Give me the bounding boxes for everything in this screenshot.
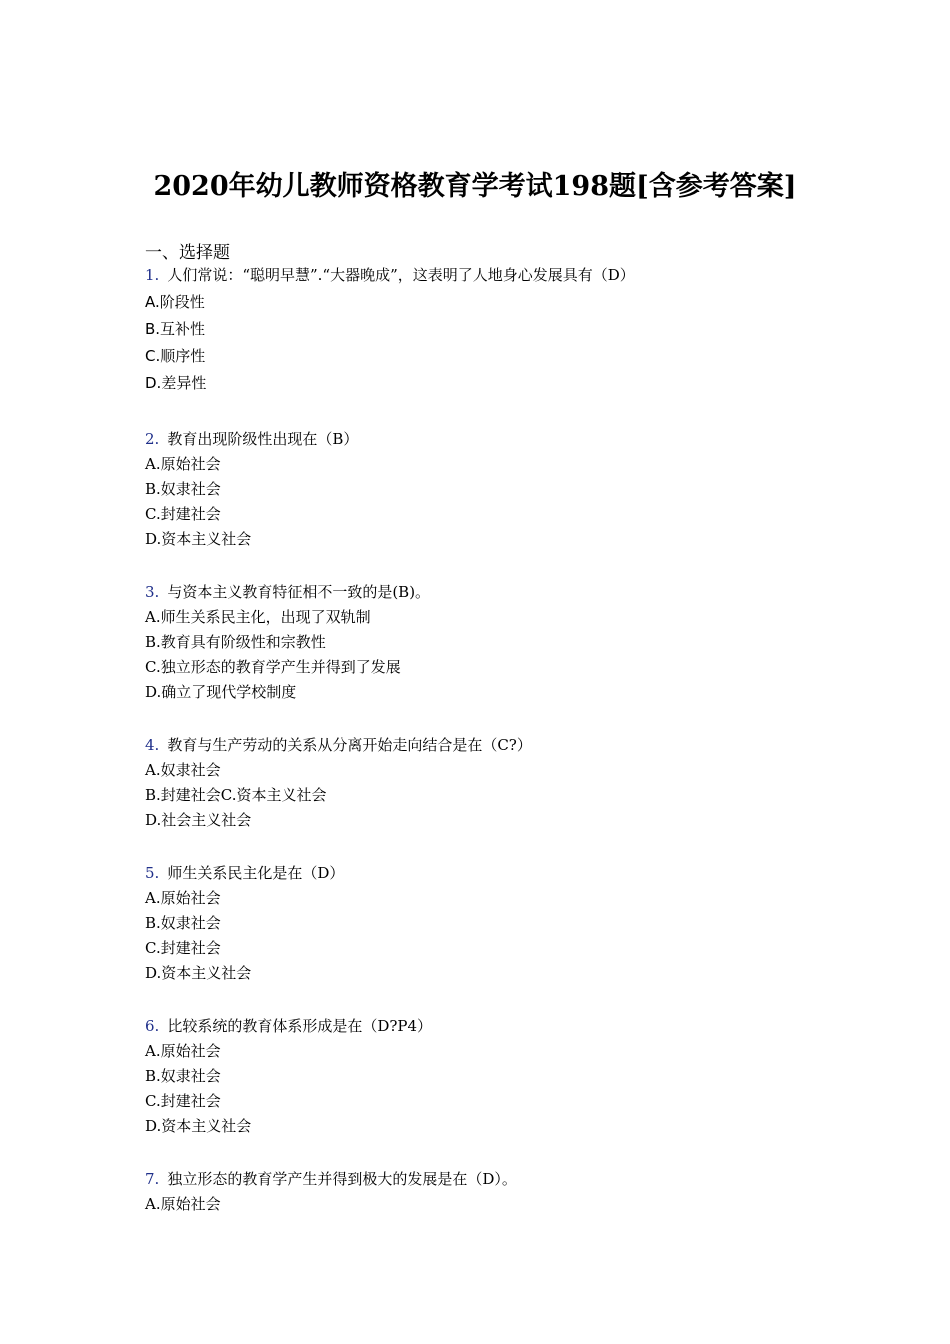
question-3 [145, 581, 430, 602]
question-number: 2. [145, 430, 160, 448]
question-4 [145, 734, 532, 755]
option-c: C.独立形态的教育学产生并得到了发展 [145, 658, 401, 676]
question-text: 教育出现阶级性出现在（B） [167, 430, 359, 448]
option-b: B.奴隶社会 [145, 1067, 221, 1085]
option-d: D.资本主义社会 [145, 1117, 252, 1135]
option-d: D.社会主义社会 [145, 811, 252, 829]
question-number: 6. [145, 1017, 160, 1035]
question-text: 教育与生产劳动的关系从分离开始走向结合是在（C?） [167, 736, 532, 754]
option-a: A.阶段性 [145, 293, 205, 311]
option-b: B.互补性 [145, 320, 206, 338]
option-c: C.封建社会 [145, 505, 221, 523]
question-5 [145, 862, 344, 883]
option-b: B.奴隶社会 [145, 480, 221, 498]
question-1 [145, 264, 635, 285]
option-d: D.确立了现代学校制度 [145, 683, 297, 701]
option-c: C.顺序性 [145, 347, 206, 365]
option-b-c: B.封建社会C.资本主义社会 [145, 786, 327, 804]
question-number: 3. [145, 583, 160, 601]
option-b: B.教育具有阶级性和宗教性 [145, 633, 326, 651]
option-c: C.封建社会 [145, 1092, 221, 1110]
option-d: D.资本主义社会 [145, 530, 252, 548]
option-a: A.原始社会 [145, 1195, 221, 1213]
option-a: A.原始社会 [145, 455, 221, 473]
option-b: B.奴隶社会 [145, 914, 221, 932]
question-7 [145, 1168, 517, 1189]
question-number: 7. [145, 1170, 160, 1188]
option-a: A.师生关系民主化，出现了双轨制 [145, 608, 371, 626]
option-d: D.资本主义社会 [145, 964, 252, 982]
question-text: 师生关系民主化是在（D） [167, 864, 345, 882]
question-text: 比较系统的教育体系形成是在（D?P4） [167, 1017, 433, 1035]
option-c: C.封建社会 [145, 939, 221, 957]
question-number: 4. [145, 736, 160, 754]
option-a: A.原始社会 [145, 889, 221, 907]
option-a: A.奴隶社会 [145, 761, 221, 779]
option-d: D.差异性 [145, 374, 207, 392]
question-text: 人们常说：“聪明早慧”.“大器晚成”，这表明了人地身心发展具有（D） [167, 266, 635, 284]
question-text: 与资本主义教育特征相不一致的是(B)。 [167, 583, 431, 601]
question-6 [145, 1015, 432, 1036]
question-number: 5. [145, 864, 160, 882]
question-2 [145, 428, 358, 449]
question-number: 1. [145, 266, 160, 284]
section-heading: 一、选择题 [145, 243, 230, 263]
document-title: 2020年幼儿教师资格教育学考试198题[含参考答案] [153, 171, 797, 202]
question-text: 独立形态的教育学产生并得到极大的发展是在（D）。 [167, 1170, 517, 1188]
option-a: A.原始社会 [145, 1042, 221, 1060]
